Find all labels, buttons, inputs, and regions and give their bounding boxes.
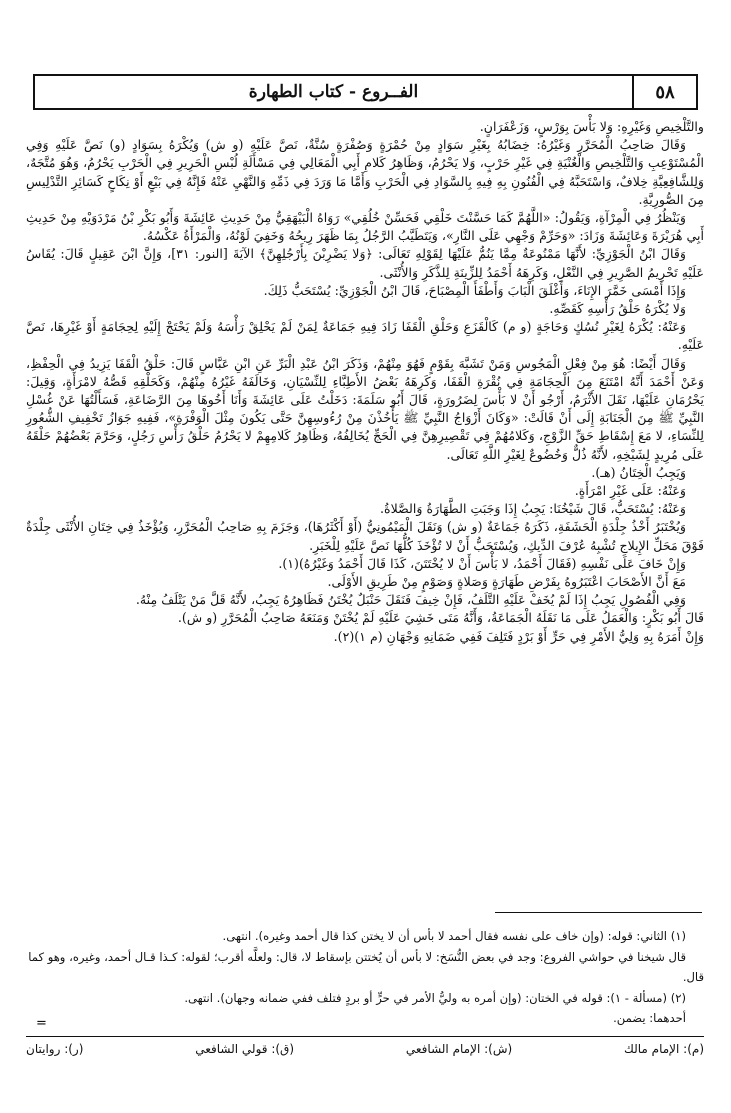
paragraph: وَعَنْهُ: عَلَى غَيْرِ امْرَأَةٍ.	[574, 483, 686, 499]
paragraph: وَإِنْ خَافَ عَلَى نَفْسِهِ (فَقَالَ أَحْمَدُ، لا بَأْسَ أَنْ لا يُخْتَتَنَ، كَذَا قَالَ أَحْمَدُ وَغَيْرُهُ)(١).	[278, 555, 686, 571]
paragraph: وَيَجِبُ الْخِتَانُ (هـ).	[591, 464, 686, 480]
footnotes	[26, 926, 704, 1029]
paragraph: وَيُخْتَبَرُ أَخْذُ جِلْدَةِ الْحَشَفَةِ، ذَكَرَهُ جَمَاعَةٌ (و ش) وَنَقَلَ الْمَيْمُونِيُّ (أَوْ أَكْثَرُهَا)، وَجَزَمَ بِهِ صَاحِبُ الْمُحَرَّرِ، وَيُؤْخَذُ فِي خِتَانِ الأُنْثَى جِلْدَةٌ فَوْقَ مَحَلِّ الإِيلاجِ تُشْبِهُ عُرْفَ الدِّيكِ، وَيُسْتَحَبُّ أَنْ لا تُؤْخَذَ كُلُّهَا نَصَّ عَلَيْهِ لِلْخَبَرِ.	[26, 519, 704, 553]
legend-item: (ق): قولي الشافعي	[195, 1042, 295, 1056]
page-number: ٥٨	[632, 76, 696, 108]
paragraph: والتَّلْخِيصِ وَغَيْرِهِ: وَلا بَأْسَ بِوَرْسٍ، وَزَعْفَرَانٍ.	[479, 119, 704, 134]
abbreviation-legend	[26, 1042, 704, 1064]
paragraph: مَعَ أَنَّ الأَصْحَابَ اعْتَبَرُوهُ بِفَرْضِ طَهَارَةٍ وَصَلاةٍ وَصَوْمٍ مِنْ طَرِيقِ الأَوْلَى.	[327, 574, 686, 590]
paragraph: وَقَالَ ابْنُ الْجَوْزِيِّ: لأَنَّهَا مَمْنُوعَةٌ مِمَّا يَنُمُّ عَلَيْهَا لِقَوْلِهِ تَعَالَى: ﴿وَلا يَضْرِبْنَ بِأَرْجُلِهِنَّ﴾ الآيَةَ [النور: ٣١]، وَإِنَّ ابْنَ عَقِيلٍ قَالَ: يُقَاسُ عَلَيْهِ تَحْرِيمُ الصَّرِيرِ فِي النَّعْلِ، وَكَرِهَهُ أَحْمَدُ لِلزِّينَةِ لِلذَّكَرِ وَالأُنْثَى.	[26, 246, 704, 280]
footnote: قال شيخنا في حواشي الفروع: وجد في بعض النُّسَخ: لا بأس أن يُختتن بإسقاط لا، قال: ولعلَّه أقرب؛ لقوله: كـذا قـال أحمد، وغيره، وهو كما قال.	[28, 949, 704, 984]
paragraph: وَقَالَ صَاحِبُ الْمُحَرَّرِ وَغَيْرُهُ: خِضَابُهُ بِغَيْرِ سَوَادٍ مِنْ حُمْرَةٍ وَصُفْرَةٍ سُنَّةٌ، نَصَّ عَلَيْهِ (و ش) وَيُكْرَهُ بِسَوَادٍ (و) نَصَّ عَلَيْهِ وَفِي الْمُسْتَوْعِبِ وَالتَّلْخِيصِ وَالْغُنْيَةِ فِي غَيْرِ حَرْبٍ، وَلا يَحْرُمُ، وَظَاهِرُ كَلامِ أَبِي الْمَعَالِي فِي مَسْأَلَةِ لُبْسِ الْحَرِيرِ فِي الْحَرْبِ يَحْرُمُ، وَهُوَ مُتَّجَهٌ، وَلِلشَّافِعِيَّةِ خِلافٌ، وَاسْتَحَبَّهُ فِي الْفُنُونِ بِهِ فِيهِ بِالسَّوَادِ فِي الْحَرْبِ وَأَمَّا مَا وَرَدَ فِي ذَمِّهِ وَالنَّهْيِ عَنْهُ فَإِنَّهُ فِي بَيْعٍ أَوْ نِكَاحٍ كَسَائِرِ التَّدْلِيسِ مِنَ الصُّورِيَّةِ.	[26, 137, 704, 207]
main-text	[26, 118, 704, 646]
footnote: (١) الثاني: قوله: (وإن خاف على نفسه فقال أحمد لا بأس أن لا يختن كذا قال أحمد وغيره). انتهى.	[222, 929, 686, 943]
paragraph: وَيَنْظُرُ فِي الْمِرْآةِ، وَيَقُولُ: «اللَّهُمَّ كَمَا حَسَّنْتَ خَلْقِي فَحَسِّنْ خُلُقِي» رَوَاهُ الْبَيْهَقِيُّ مِنْ حَدِيثِ عَائِشَةَ وَأَبُو بَكْرِ بْنُ مَرْدَوَيْهِ مِنْ حَدِيثِ أَبِي هُرَيْرَةَ وَعَائِشَةَ وَزَادَ: «وَحَرِّمْ وَجْهِي عَلَى النَّارِ»، وَيَتَطَيَّبُ الرَّجُلُ بِمَا ظَهَرَ رِيحُهُ وَخَفِيَ لَوْنُهُ، وَالْمَرْأَةُ عَكْسُهُ.	[26, 210, 704, 244]
page-header	[33, 74, 698, 110]
continuation-mark: =	[36, 1016, 47, 1031]
legend-separator	[26, 1036, 704, 1037]
paragraph: وَعَنْهُ: يُسْتَحَبُّ، قَالَ شَيْخُنَا: يَجِبُ إِذَا وَجَبَتِ الطَّهَارَةُ وَالصَّلاةُ.	[380, 501, 686, 517]
legend-item: (ر): روايتان	[26, 1042, 84, 1056]
paragraph: قَالَ أَبُو بَكْرٍ: وَالْعَمَلُ عَلَى مَا نَقَلَهُ الْجَمَاعَةُ، وَأَنَّهُ مَتَى خَشِيَ عَلَيْهِ لَمْ يُخْتَنْ وَمَنَعَهُ صَاحِبُ الْمُحَرَّرِ (و ش).	[177, 610, 704, 626]
paragraph: وَإِنْ أَمَرَهُ بِهِ وَلِيُّ الأَمْرِ فِي حَرٍّ أَوْ بَرْدٍ فَتَلِفَ فَفِي ضَمَانِهِ وَجْهَانِ (م ١)(٢).	[333, 628, 704, 644]
running-title: الفــروع - كتاب الطهارة	[248, 82, 419, 102]
paragraph: وَفِي الْفُصُولِ يَجِبُ إِذَا لَمْ يُخَفْ عَلَيْهِ التَّلَفُ، فَإِنْ خِيفَ فَنَقَلَ حَنْبَلٌ يُخْتَنُ فَظَاهِرُهُ يَجِبُ، لأَنَّهُ قَلَّ مَنْ يَتْلَفُ مِنْهُ.	[135, 592, 686, 608]
legend-item: (ش): الإمام الشافعي	[405, 1042, 513, 1056]
footnote-separator	[495, 912, 702, 913]
paragraph: وَعَنْهُ: يُكْرَهُ لِغَيْرِ نُسُكٍ وَحَاجَةٍ (و م) كَالْقَزَعِ وَحَلْقِ الْقَفَا زَادَ فِيهِ جَمَاعَةٌ لِمَنْ لَمْ يَحْلِقْ رَأْسَهُ وَلَمْ يَحْتَجْ إِلَيْهِ لِحِجَامَةٍ أَوْ غَيْرِهَا، نَصَّ عَلَيْهِ.	[26, 319, 704, 353]
paragraph: وَلا يُكْرَهُ حَلْقُ رَأْسِهِ كَقَصِّهِ.	[549, 301, 686, 317]
paragraph: وَقَالَ أَيْضًا: هُوَ مِنْ فِعْلِ الْمَجُوسِ وَمَنْ تَشَبَّهَ بِقَوْمٍ فَهُوَ مِنْهُمْ، وَذَكَرَ ابْنُ عَبْدِ الْبَرِّ عَنِ ابْنِ عَبَّاسٍ قَالَ: حَلْقُ الْقَفَا يَزِيدُ فِي الْحِفْظِ، وَعَنْ أَحْمَدَ أَنَّهُ امْتَنَعَ مِنَ الْحِجَامَةِ فِي نُقْرَةِ الْقَفَا، وَكَرِهَهُ بَعْضُ الأَطِبَّاءِ لِلنِّسْيَانِ، وَخَالَفَهُ غَيْرُهُ مِنْهُمْ، وَكَحَلْقِهِ قَصُّهُ لامْرَأَةٍ، وَقِيلَ: يَحْرُمَانِ عَلَيْهَا، نَقَلَ الأَثْرَمُ، أَرْجُو أَنْ لا بَأْسَ لِضَرُورَةٍ، قَالَ أَبُو سَلَمَةَ: دَخَلْتُ عَلَى عَائِشَةَ وَأَنَا أَخُوهَا مِنَ الرَّضَاعَةِ، فَسَأَلْتُهَا عَنْ غُسْلِ النَّبِيِّ ﷺ مِنَ الْجَنَابَةِ إِلَى أَنْ قَالَتْ: «وَكَانَ أَزْوَاجُ النَّبِيِّ ﷺ يَأْخُذْنَ مِنْ رُءُوسِهِنَّ حَتَّى يَكُونَ مِثْلَ الْوَفْرَةِ»، فَفِيهِ جَوَازُ تَخْفِيفِ الشُّعُورِ لِلنِّسَاءِ، لا مَعَ إِسْقَاطِ حَقِّ الزَّوْجِ، وَكَلامُهُمْ فِي تَقْصِيرِهِنَّ فِي الْحَجِّ يُخَالِفُهُ، وَظَاهِرُ كَلامِهِمْ لا يَحْرُمُ حَلْقُ رَأْسِ رَجُلٍ، وَحَرَّمَ بَعْضُهُمْ حَلْقَهُ عَلَى مُرِيدٍ لِشَيْخِهِ، لأَنَّهُ ذُلٌّ وَخُضُوعٌ لِغَيْرِ اللَّهِ تَعَالَى.	[26, 355, 704, 462]
footnote: (٢) (مسألة - ١): قوله في الختان: (وإن أمره به وليُّ الأمر في حرٍّ أو بردٍ فتلف ففي ضمانه وجهان). انتهى.	[184, 990, 686, 1005]
footnote: أحدهما: يضمن.	[613, 1011, 686, 1025]
paragraph: وَإِذَا أَمْسَى خَمَّرَ الإِنَاءَ، وَأَغْلَقَ الْبَابَ وَأَطْفَأَ الْمِصْبَاحَ، قَالَ ابْنُ الْجَوْزِيِّ: يُسْتَحَبُّ ذَلِكَ.	[263, 282, 686, 298]
legend-item: (م): الإمام مالك	[623, 1042, 704, 1056]
